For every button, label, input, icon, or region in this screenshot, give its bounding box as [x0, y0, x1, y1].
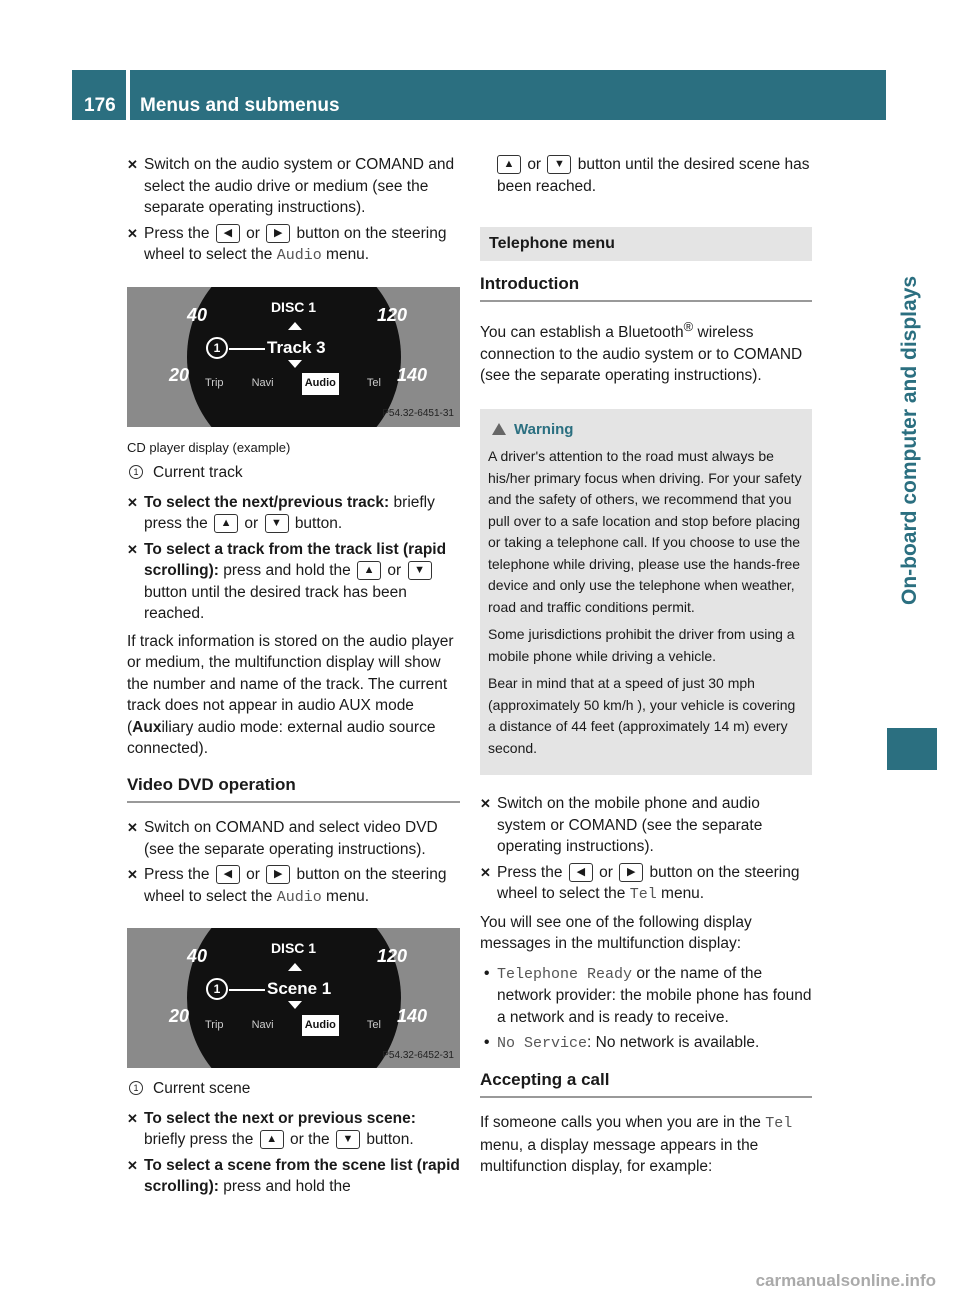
bullet-marker-icon: •: [484, 1034, 490, 1052]
step-marker-icon: ✕: [480, 864, 491, 880]
down-button-icon: ▼: [265, 514, 289, 533]
display-message: Telephone Ready: [497, 965, 633, 983]
step-text: or the: [290, 1131, 330, 1148]
speed-label: 140: [397, 1006, 428, 1026]
display-message: No Service: [497, 1035, 588, 1053]
step-continuation: [480, 154, 812, 197]
menu-trip: Trip: [205, 377, 224, 390]
step-item: [480, 862, 812, 906]
paragraph-text: If track information is stored on the audio player or medium, the multifunction display will show the number and name of the track. The current track does not appear in audio AUX mode (: [127, 632, 454, 736]
watermark: carmanualsonline.info: [755, 1271, 936, 1290]
menu-audio: Audio: [302, 1015, 339, 1037]
step-heading: To select a track from the track list (rapid scrolling):: [144, 540, 447, 579]
step-text: button.: [294, 515, 343, 532]
menu-navi: Navi: [251, 1018, 274, 1031]
menu-trip: Trip: [205, 1018, 224, 1031]
step-text: or: [246, 866, 260, 883]
step-heading: To select a scene from the scene list (rapid scrolling):: [144, 1156, 460, 1195]
menu-bar: [199, 376, 387, 393]
menu-tel: Tel: [366, 377, 381, 390]
down-button-icon: ▼: [336, 1130, 360, 1149]
legend-item: [127, 1078, 460, 1100]
left-column: [127, 154, 460, 1202]
warning-icon: [492, 423, 506, 435]
down-button-icon: ▼: [547, 155, 571, 174]
page-title: Menus and submenus: [130, 70, 886, 120]
step-text: or: [599, 863, 613, 881]
bullet-marker-icon: •: [484, 964, 490, 982]
step-text: Switch on COMAND and select video DVD (see the separate operating instructions).: [144, 819, 438, 858]
step-text: button until the desired scene has been reached.: [497, 156, 810, 195]
menu-name: Audio: [276, 247, 322, 264]
scene-label: Scene 1: [267, 979, 332, 998]
paragraph-text: menu, a display message appears in the multifunction display, for example:: [480, 1136, 759, 1176]
paragraph: [480, 316, 812, 387]
paragraph-text: iliary audio mode: external audio source connected).: [127, 718, 436, 757]
step-item: [127, 1108, 460, 1151]
step-marker-icon: ✕: [127, 225, 138, 241]
speed-label: 20: [169, 364, 190, 385]
menu-bar: [199, 1017, 387, 1034]
warning-title-text: Warning: [514, 420, 574, 438]
step-text: Press the: [144, 866, 210, 883]
legend-number: 1: [129, 465, 143, 479]
section-band: Telephone menu: [480, 227, 812, 261]
paragraph-bold: Aux: [132, 718, 162, 736]
down-arrow-icon: [288, 1001, 302, 1009]
step-text: or: [387, 562, 402, 579]
legend-number: 1: [129, 1081, 143, 1095]
step-marker-icon: ✕: [127, 867, 138, 882]
paragraph-text: You can establish a Bluetooth: [480, 324, 684, 342]
step-item: [127, 864, 460, 908]
registered-mark: ®: [683, 319, 694, 334]
speed-label: 140: [397, 364, 428, 385]
legend-text: Current track: [153, 464, 243, 481]
up-button-icon: ▲: [214, 514, 238, 533]
menu-tel: Tel: [366, 1018, 381, 1031]
step-marker-icon: ✕: [127, 820, 138, 835]
step-text: button.: [366, 1131, 414, 1148]
right-button-icon: ▶: [266, 224, 290, 243]
section-heading: Video DVD operation: [127, 774, 460, 804]
step-item: [127, 1155, 460, 1198]
menu-audio: Audio: [302, 373, 339, 395]
step-text: menu.: [326, 246, 370, 263]
page-number: 176: [72, 70, 126, 120]
warning-box: [480, 409, 812, 776]
paragraph: [480, 1112, 812, 1178]
warning-paragraph: Some jurisdictions prohibit the driver from using a mobile phone while driving a vehicle.: [488, 626, 795, 664]
up-button-icon: ▲: [357, 561, 381, 580]
step-text: button until the desired track has been reached.: [144, 583, 407, 622]
left-button-icon: ◀: [216, 224, 240, 243]
step-text: briefly press the: [144, 493, 435, 532]
step-text: button on the steering wheel to select the: [144, 866, 447, 905]
step-heading: To select the next or previous scene:: [144, 1109, 416, 1127]
menu-name: Tel: [629, 886, 657, 904]
paragraph: You will see one of the following display messages in the multifunction display:: [480, 913, 752, 953]
up-arrow-icon: [288, 963, 302, 971]
menu-navi: Navi: [251, 377, 274, 390]
bullet-text: : No network is available.: [587, 1034, 760, 1052]
section-heading: Accepting a call: [480, 1069, 812, 1099]
up-arrow-icon: [288, 322, 302, 330]
marker-line: [229, 989, 265, 991]
legend-item: [127, 462, 460, 484]
step-text: menu.: [661, 885, 705, 903]
cd-player-display-image: [127, 287, 460, 427]
step-marker-icon: ✕: [127, 1110, 138, 1126]
speed-label: 40: [187, 946, 208, 966]
step-text: Press the: [497, 863, 563, 881]
step-text: button on the steering wheel to select the: [144, 224, 447, 263]
section-heading: Introduction: [480, 273, 812, 303]
step-marker-icon: ✕: [127, 541, 138, 557]
bullet-item: [480, 1032, 812, 1055]
speed-label: 120: [377, 304, 408, 325]
step-item: [127, 817, 460, 860]
step-marker-icon: ✕: [480, 796, 491, 812]
right-column: [480, 154, 812, 1186]
right-button-icon: ▶: [619, 863, 643, 882]
warning-title: [488, 419, 804, 441]
speed-label: 120: [377, 946, 408, 966]
step-text: press and hold the: [223, 562, 351, 579]
marker-1: 1: [206, 337, 228, 359]
speed-label: 40: [187, 304, 208, 325]
step-item: [127, 154, 460, 219]
step-text: Switch on the mobile phone and audio system or COMAND (see the separate operating instructions).: [497, 795, 763, 856]
step-text: or: [244, 515, 259, 532]
warning-paragraph: Bear in mind that at a speed of just 30 mph (approximately 50 km/h ), your vehicle is covering a distance of 44 feet (approximately 14 m) every second.: [488, 675, 796, 756]
step-item: [127, 492, 460, 535]
image-reference: P54.32-6451-31: [382, 408, 454, 419]
side-tab-label: On-board computer and displays: [898, 275, 921, 605]
step-heading: To select the next/previous track:: [144, 493, 390, 511]
right-button-icon: ▶: [266, 865, 290, 884]
track-label: Track 3: [267, 337, 326, 357]
step-item: [127, 539, 460, 625]
left-button-icon: ◀: [216, 865, 240, 884]
paragraph: [127, 631, 460, 760]
step-text: menu.: [326, 887, 370, 905]
marker-1: 1: [206, 978, 228, 1000]
dvd-display-image: [127, 928, 460, 1068]
step-item: [127, 223, 460, 267]
disc-label: DISC 1: [270, 940, 317, 956]
step-text: or: [246, 224, 260, 242]
step-text: or: [527, 156, 542, 173]
step-marker-icon: ✕: [127, 494, 138, 510]
down-arrow-icon: [288, 360, 302, 368]
menu-name: Audio: [276, 888, 322, 906]
legend-text: Current scene: [153, 1080, 251, 1097]
disc-label: DISC 1: [270, 298, 317, 315]
step-item: [480, 793, 812, 858]
warning-paragraph: A driver's attention to the road must always be his/her primary focus when driving. For your safety and the safety of others, we recommend that you pull over to a safe location and stop before placing or taking a telephone call. If you choose to use the telephone while driving, please use the hands-free device and only use the telephone when weather, road and traffic conditions permit.: [488, 448, 802, 615]
marker-line: [229, 348, 265, 350]
up-button-icon: ▲: [260, 1130, 284, 1149]
bullet-text: or the name of the network provider: the mobile phone has found a network and is ready to receive.: [497, 964, 812, 1026]
image-reference: P54.32-6452-31: [382, 1049, 454, 1061]
up-button-icon: ▲: [497, 155, 521, 174]
step-text: Switch on the audio system or COMAND and select the audio drive or medium (see the separate operating instructions).: [144, 156, 455, 216]
paragraph-text: If someone calls you when you are in the: [480, 1114, 761, 1132]
down-button-icon: ▼: [408, 561, 432, 580]
paragraph-text: wireless connection to the audio system or to COMAND (see the separate operating instructions).: [480, 324, 803, 385]
left-button-icon: ◀: [569, 863, 593, 882]
step-marker-icon: ✕: [127, 1157, 138, 1173]
step-text: briefly press the: [144, 1131, 254, 1148]
bullet-item: [480, 963, 812, 1029]
side-tab-block: [887, 728, 937, 770]
image-caption: CD player display (example): [127, 439, 291, 455]
speed-label: 20: [169, 1006, 190, 1026]
step-text: press and hold the: [223, 1178, 351, 1195]
step-marker-icon: ✕: [127, 157, 138, 172]
step-text: button on the steering wheel to select the: [497, 863, 800, 903]
menu-name: Tel: [765, 1115, 793, 1133]
step-text: Press the: [144, 224, 210, 242]
